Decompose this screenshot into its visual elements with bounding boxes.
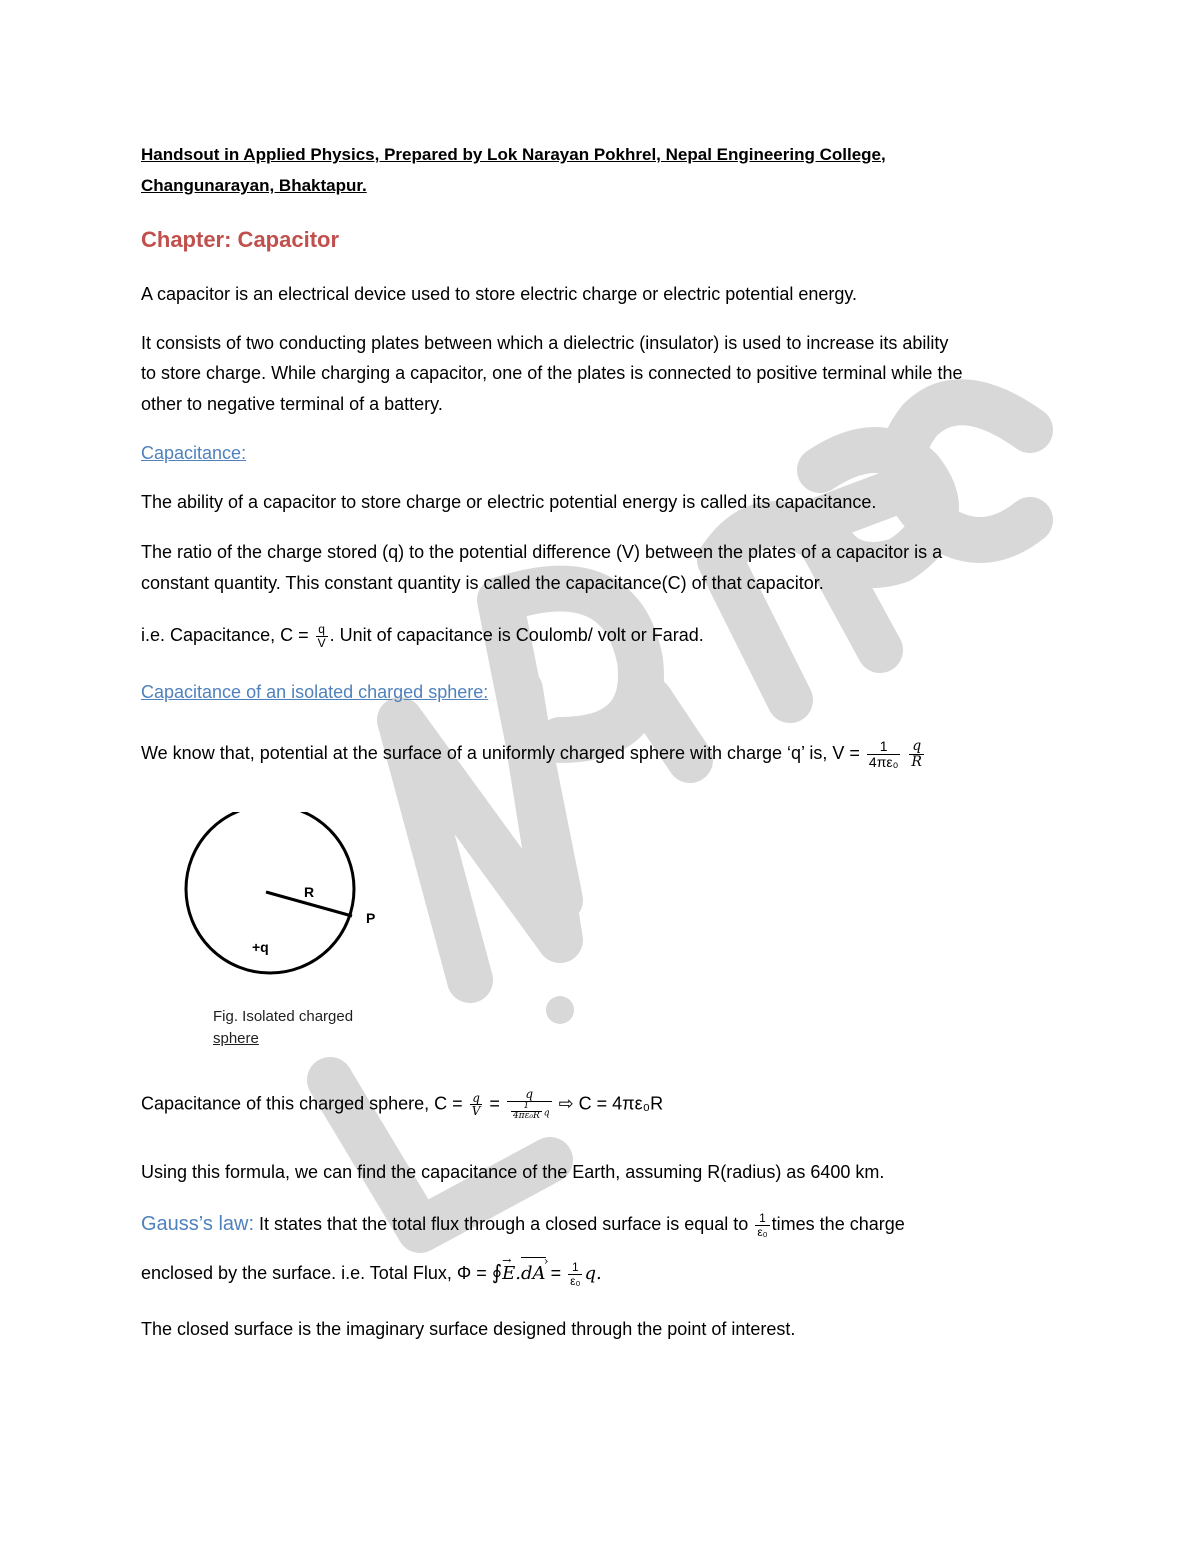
- capacitance-ratio-line-2: constant quantity. This constant quantity is called the capacitance(C) of that capacitor.: [141, 573, 824, 593]
- label-p: P: [366, 910, 376, 926]
- fraction-denominator: V: [471, 1104, 481, 1119]
- fraction-denominator: [507, 1102, 552, 1122]
- label-plus-q: +q: [252, 939, 269, 955]
- sphere-formula-lead: Capacitance of this charged sphere, C =: [141, 1093, 463, 1114]
- caption-line-1: Fig. Isolated charged: [213, 1008, 354, 1025]
- fraction-denominator: ε₀: [570, 1273, 581, 1288]
- potential-lead: We know that, potential at the surface of a uniformly charged sphere with charge ‘q’ is, V =: [141, 743, 860, 763]
- dot-operator: .: [515, 1263, 522, 1284]
- fraction-denominator: V: [317, 635, 326, 650]
- fraction-numerator: q: [909, 739, 924, 755]
- caption-line-2: sphere: [213, 1030, 259, 1047]
- charge-q: q.: [584, 1263, 602, 1284]
- inner-q: q: [543, 1108, 550, 1119]
- intro-paragraph-2-line-1: It consists of two conducting plates between which a dielectric (insulator) is used to increase its ability: [141, 333, 949, 353]
- gauss-statement: It states that the total flux through a closed surface is equal to: [254, 1214, 749, 1234]
- gauss-law-heading: Gauss’s law:: [141, 1213, 255, 1235]
- vector-e: → E: [502, 1258, 515, 1289]
- one-over-4-pi-eps-fraction: [867, 739, 901, 769]
- q-over-v-fraction: [316, 623, 328, 649]
- chapter-title: Chapter: Capacitor: [141, 227, 340, 252]
- header-line-2: Changunarayan, Bhaktapur.: [141, 176, 367, 195]
- intro-lead: A capacitor: [141, 284, 231, 304]
- one-over-eps-fraction: [755, 1212, 769, 1238]
- equals-sign: =: [550, 1263, 562, 1283]
- gauss-statement-end: times the charge: [771, 1214, 905, 1234]
- q-over-r-fraction: [909, 739, 924, 769]
- intro-paragraph-2-line-2: to store charge. While charging a capacitor, one of the plates is connected to positive terminal while the: [141, 363, 963, 383]
- earth-capacitance-note: Using this formula, we can find the capacitance of the Earth, assuming R(radius) as 6400 km.: [141, 1162, 885, 1182]
- capacitance-formula-line: [141, 620, 704, 651]
- gauss-law-line-2: [141, 1257, 602, 1289]
- inner-numerator: 1: [511, 1102, 542, 1112]
- intro-paragraph-1: [141, 279, 857, 310]
- fraction-numerator: q: [470, 1092, 483, 1106]
- sphere-potential-line: [141, 738, 926, 769]
- intro-rest: is an electrical device used to store electric charge or electric potential energy.: [230, 284, 858, 304]
- label-r: R: [304, 884, 315, 900]
- isolated-sphere-figure: [180, 812, 400, 992]
- equals-sign: =: [489, 1093, 500, 1114]
- fraction-denominator: R: [911, 753, 922, 770]
- sphere-capacitance-formula: [141, 1088, 663, 1121]
- watermark-letter-n: [400, 690, 560, 980]
- intro-paragraph-2-line-3: other to negative terminal of a battery.: [141, 394, 443, 414]
- gauss-law-line-1: [141, 1209, 905, 1240]
- vector-da: dA ›: [521, 1257, 546, 1289]
- fraction-numerator: 1: [867, 739, 901, 755]
- fraction-denominator: 4πε₀: [868, 753, 899, 770]
- contour-integral-symbol: ∮: [491, 1260, 503, 1284]
- inner-denominator: 4πε₀R: [512, 1111, 540, 1122]
- watermark-text: L.N.P , nec: [0, 0, 5, 1]
- nested-fraction: [507, 1088, 552, 1121]
- header-line-1: Handsout in Applied Physics, Prepared by Lok Narayan Pokhrel, Nepal Engineering College,: [141, 145, 886, 164]
- capacitance-unit-text: . Unit of capacitance is Coulomb/ volt or Farad.: [329, 625, 704, 645]
- capacitance-heading: Capacitance:: [141, 443, 247, 463]
- capacitance-formula-lead: i.e. Capacitance, C =: [141, 625, 309, 645]
- closed-surface-note: The closed surface is the imaginary surface designed through the point of interest.: [141, 1319, 796, 1339]
- fraction-numerator: 1: [568, 1261, 582, 1275]
- figure-caption: [213, 1006, 353, 1050]
- total-flux-lead: enclosed by the surface. i.e. Total Flux, Φ =: [141, 1263, 487, 1283]
- watermark-dot: [546, 996, 574, 1024]
- fraction-denominator: ε₀: [757, 1224, 768, 1239]
- fraction-numerator: 1: [755, 1212, 769, 1226]
- fraction-numerator: q: [316, 623, 328, 637]
- capacitance-definition: The ability of a capacitor to store charge or electric potential energy is called its capacitance.: [141, 492, 877, 512]
- fraction-numerator: q: [507, 1088, 552, 1102]
- sphere-result: ⇨ C = 4πε₀R: [558, 1093, 664, 1114]
- q-over-v-fraction: [470, 1092, 483, 1118]
- one-over-eps-fraction: [568, 1261, 582, 1287]
- inner-fraction: [511, 1102, 542, 1122]
- sphere-heading: Capacitance of an isolated charged sphere:: [141, 682, 489, 702]
- capacitance-ratio-line-1: The ratio of the charge stored (q) to the potential difference (V) between the plates of a capacitor is a: [141, 542, 943, 562]
- watermark-letter-c: [902, 402, 1030, 540]
